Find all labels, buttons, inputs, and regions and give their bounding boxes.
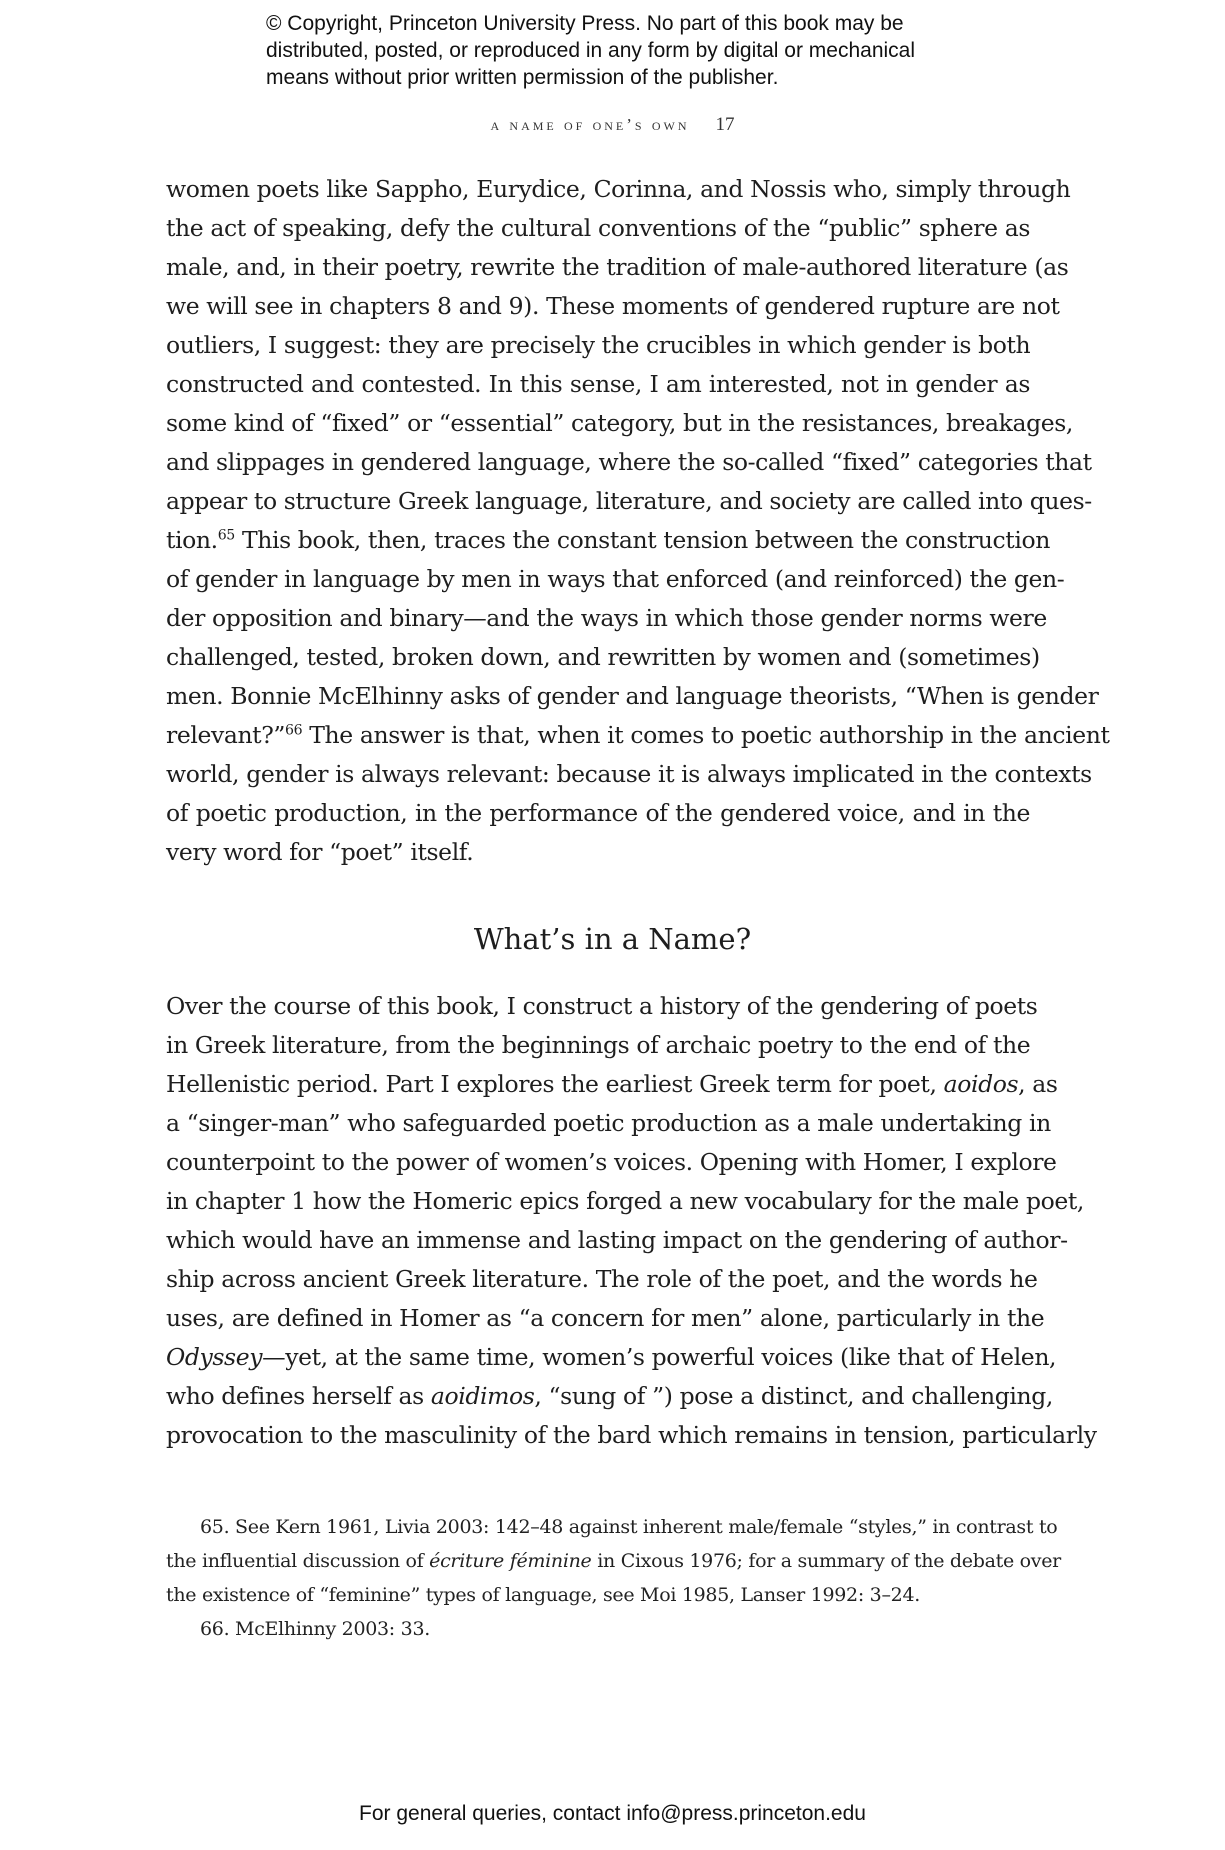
text-fragment: the influential discussion of [166,1550,424,1572]
text-line [166,521,1050,560]
footer-contact: For general queries, contact info@press.princeton.edu [359,1802,866,1825]
text-fragment: Hellenistic period. Part I explores the earliest Greek term for poet, [166,1070,937,1098]
text-line: and slippages in gendered language, where the so-called “fixed” categories that [166,448,1092,476]
text-line [166,716,1110,755]
copyright-line: distributed, posted, or reproduced in any form by digital or mechanical [266,39,916,62]
footnote-ref-65[interactable]: 65 [217,527,235,544]
text-line: women poets like Sappho, Eurydice, Corinna, and Nossis who, simply through [166,175,1071,203]
text-line: der opposition and binary—and the ways in which those gender norms were [166,604,1047,632]
text-line: uses, are defined in Homer as “a concern for men” alone, particularly in the [166,1304,1045,1332]
text-line: in chapter 1 how the Homeric epics forged a new vocabulary for the male poet, [166,1187,1084,1215]
italic-term: écriture féminine [429,1550,592,1572]
text-fragment: The answer is that, when it comes to poetic authorship in the ancient [309,721,1110,749]
text-fragment: in Cixous 1976; for a summary of the debate over [597,1550,1061,1572]
text-line: of gender in language by men in ways that enforced (and reinforced) the gen- [166,565,1065,593]
text-line: male, and, in their poetry, rewrite the tradition of male-authored literature (as [166,253,1069,281]
text-line: the act of speaking, defy the cultural conventions of the “public” sphere as [166,214,1030,242]
footnotes [166,1510,1061,1646]
running-head [0,114,1225,136]
text-line [166,1065,1058,1104]
section-heading: What’s in a Name? [473,922,752,956]
footnote-ref-66[interactable]: 66 [285,722,303,739]
text-line [166,1377,1054,1416]
italic-title: Odyssey [166,1343,263,1371]
text-line: very word for “poet” itself. [166,838,474,866]
text-line: ship across ancient Greek literature. The role of the poet, and the words he [166,1265,1038,1293]
text-line [166,1338,1057,1377]
text-line: world, gender is always relevant: because it is always implicated in the contexts [166,760,1092,788]
text-fragment: This book, then, traces the constant tension between the construction [241,526,1050,554]
italic-term: aoidimos [430,1382,535,1410]
text-fragment: who defines herself as [166,1382,424,1410]
footnote-65-line: 65. See Kern 1961, Livia 2003: 142–48 against inherent male/female “styles,” in contrast to [200,1516,1058,1538]
italic-term: aoidos [943,1070,1019,1098]
text-line: men. Bonnie McElhinny asks of gender and language theorists, “When is gender [166,682,1099,710]
text-fragment: —yet, at the same time, women’s powerful voices (like that of Helen, [262,1343,1057,1371]
footnote-65-line: the existence of “feminine” types of language, see Moi 1985, Lanser 1992: 3–24. [166,1584,920,1606]
text-line: counterpoint to the power of women’s voices. Opening with Homer, I explore [166,1148,1057,1176]
text-fragment: relevant?” [166,721,286,749]
text-line: of poetic production, in the performance of the gendered voice, and in the [166,799,1030,827]
text-line: provocation to the masculinity of the bard which remains in tension, particularly [166,1421,1097,1449]
text-line: appear to structure Greek language, literature, and society are called into ques- [166,487,1092,515]
text-line: we will see in chapters 8 and 9). These moments of gendered rupture are not [166,292,1060,320]
text-line: which would have an immense and lasting impact on the gendering of author- [166,1226,1068,1254]
footnote-66: 66. McElhinny 2003: 33. [200,1618,430,1640]
text-line: in Greek literature, from the beginnings of archaic poetry to the end of the [166,1031,1031,1059]
text-fragment: , “sung of ”) pose a distinct, and challenging, [534,1382,1054,1410]
text-line: constructed and contested. In this sense, I am interested, not in gender as [166,370,1030,398]
text-fragment: , as [1018,1070,1058,1098]
page-number: 17 [715,114,735,135]
text-line: Over the course of this book, I construct a history of the gendering of poets [166,992,1038,1020]
copyright-line: means without prior written permission of the publisher. [266,66,779,89]
text-line: some kind of “fixed” or “essential” category, but in the resistances, breakages, [166,409,1073,437]
footnote-65-line [166,1544,1061,1578]
text-line: a “singer-man” who safeguarded poetic production as a male undertaking in [166,1109,1051,1137]
text-fragment: tion. [166,526,218,554]
running-head-title: a name of one’s own [490,115,690,134]
copyright-line: © Copyright, Princeton University Press. No part of this book may be [266,12,904,35]
body-paragraph [166,170,1110,872]
text-line: outliers, I suggest: they are precisely the crucibles in which gender is both [166,331,1031,359]
copyright-notice [266,10,1006,91]
text-line: challenged, tested, broken down, and rewritten by women and (sometimes) [166,643,1040,671]
body-paragraph [166,987,1097,1455]
